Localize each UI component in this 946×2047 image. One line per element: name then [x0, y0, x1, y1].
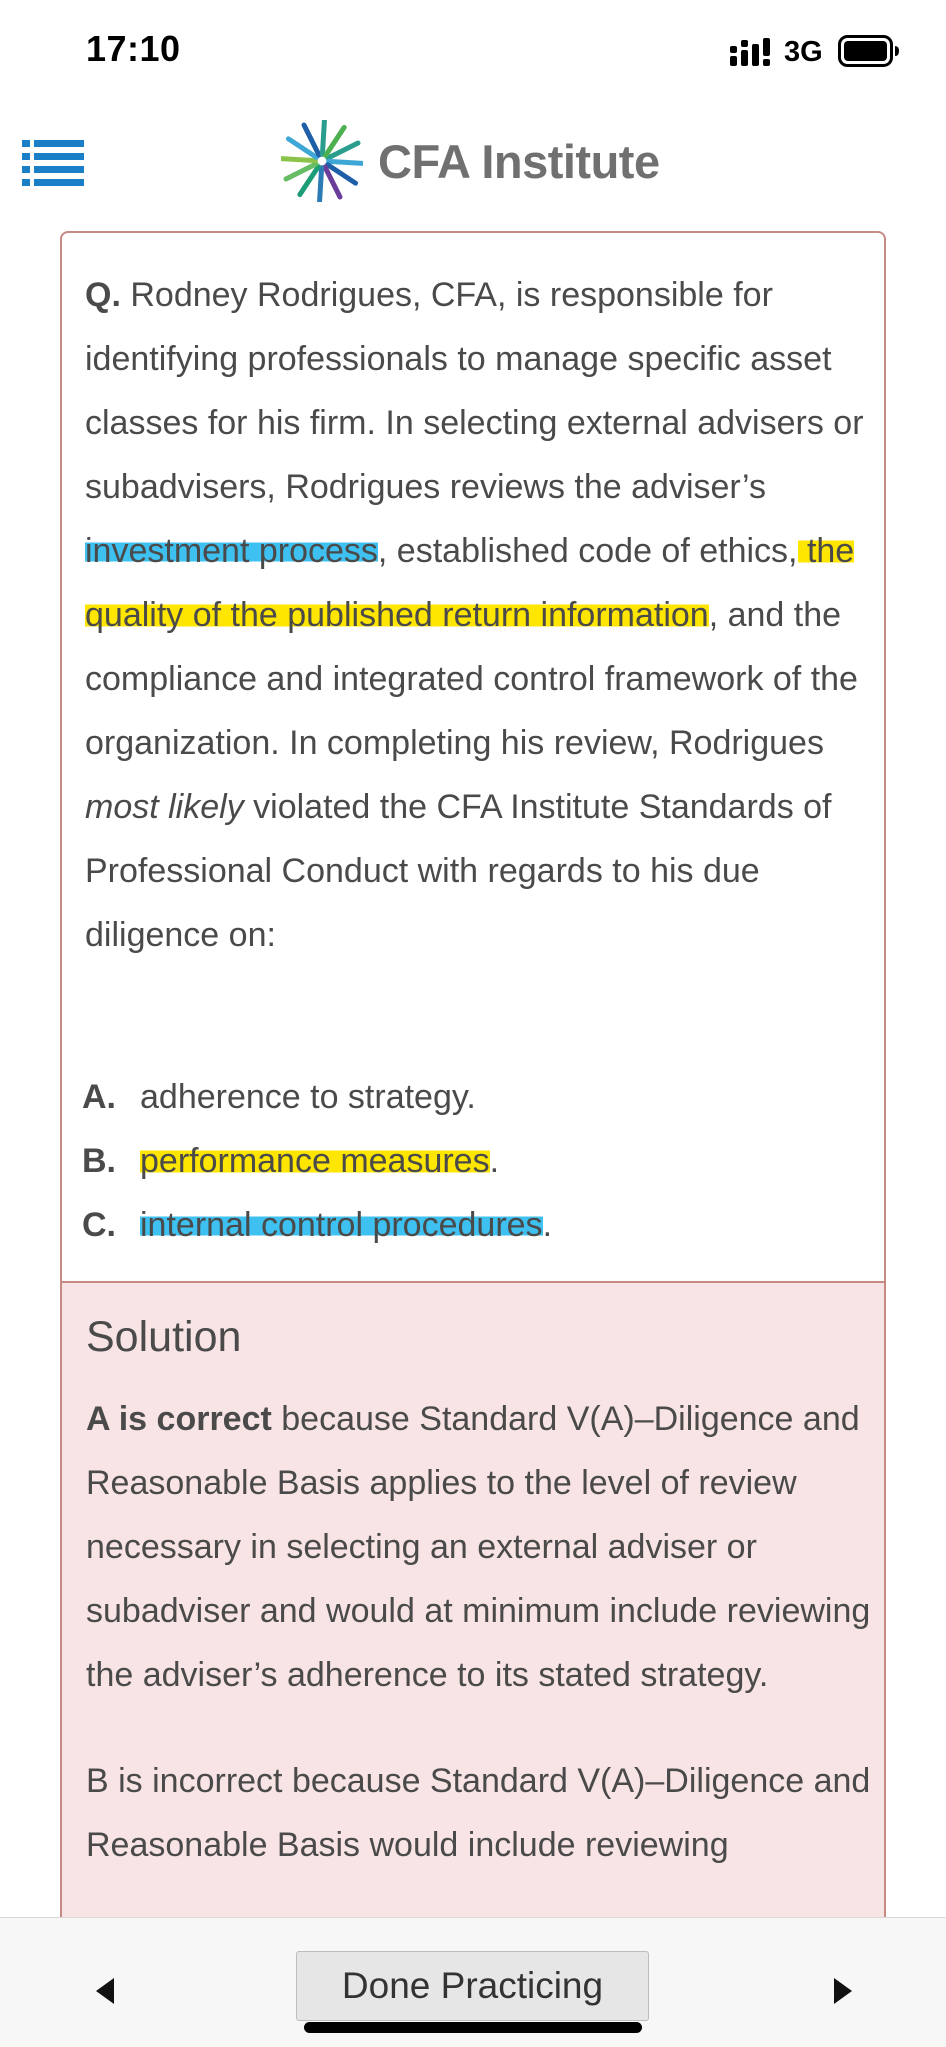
- question-text-part: Rodney Rodrigues, CFA, is responsible for identifying professionals to manage specific asset classes for his firm. In selecting external advisers or subadvisers, Rodrigues reviews the adviser’s: [85, 276, 864, 506]
- emphasis-most-likely: most likely: [85, 788, 244, 826]
- highlight-return-information: the quality of the published return information: [85, 532, 855, 634]
- network-type-label: 3G: [784, 36, 823, 68]
- status-time: 17:10: [86, 28, 181, 69]
- status-bar: [0, 0, 946, 100]
- logo-text: CFA Institute: [378, 135, 660, 188]
- question-text-part: violated the CFA Institute Standards of Professional Conduct with regards to his due diligence on:: [85, 788, 832, 954]
- option-text: [140, 1129, 499, 1193]
- solution-paragraph: [86, 1387, 876, 1707]
- solution-verdict: A is correct: [86, 1400, 272, 1438]
- solution-explanation: because Standard V(A)–Diligence and Reasonable Basis applies to the level of review necessary in selecting an external adviser or subadviser and would at minimum include reviewing the adviser’s adherence to its stated strategy.: [86, 1400, 871, 1694]
- next-arrow-icon[interactable]: [832, 1976, 856, 2006]
- option-c[interactable]: [82, 1193, 872, 1257]
- bottom-toolbar: [0, 1917, 946, 2047]
- option-letter: A.: [82, 1078, 116, 1116]
- home-indicator: [304, 2022, 642, 2033]
- question-text: [85, 263, 875, 967]
- answer-options: [82, 1065, 872, 1257]
- option-text: [140, 1193, 552, 1257]
- signal-icon: [730, 38, 772, 66]
- cfa-logo-mark: [281, 120, 363, 202]
- solution-body: [86, 1387, 876, 1877]
- prev-arrow-icon[interactable]: [92, 1976, 116, 2006]
- question-label: Q.: [85, 276, 121, 314]
- battery-icon: [838, 35, 900, 67]
- done-practicing-button[interactable]: Done Practicing: [296, 1951, 649, 2021]
- option-a[interactable]: [82, 1065, 872, 1129]
- solution-title: Solution: [86, 1313, 242, 1361]
- option-letter: B.: [82, 1142, 116, 1180]
- option-text-rest: .: [489, 1142, 500, 1180]
- menu-icon[interactable]: [22, 138, 84, 188]
- question-text-part: , established code of ethics,: [377, 532, 798, 570]
- question-text-part: , and the compliance and integrated control framework of the organization. In completing his review, Rodrigues: [85, 596, 858, 762]
- option-text-rest: .: [542, 1206, 553, 1244]
- highlight-investment-process: investment process: [85, 532, 378, 570]
- question-card: [60, 231, 886, 2047]
- option-letter: C.: [82, 1206, 116, 1244]
- option-text: adherence to strategy.: [140, 1078, 476, 1116]
- highlight-internal-control: internal control procedures: [140, 1206, 543, 1244]
- option-b[interactable]: [82, 1129, 872, 1193]
- highlight-performance-measures: performance measures: [140, 1142, 490, 1180]
- solution-paragraph: B is incorrect because Standard V(A)–Diligence and Reasonable Basis would include reviewing: [86, 1762, 871, 1864]
- app-header: [0, 100, 946, 230]
